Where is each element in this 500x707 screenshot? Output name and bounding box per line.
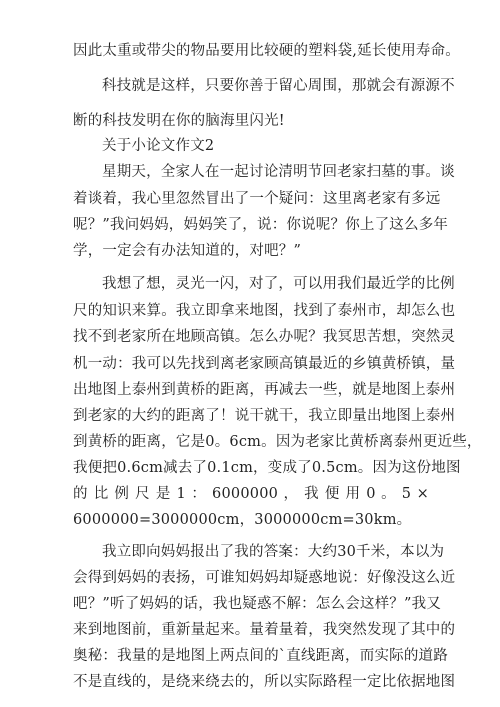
text-line-9: 我想了想，灵光一闪，对了，可以用我们最近学的比例 [102,276,455,292]
text-line-21: 吧？”听了妈妈的话，我也疑惑不解：怎么会这样？”我又 [73,596,442,612]
text-line-8: 学，一定会有办法知道的，对吧？” [73,243,302,259]
text-line-19: 我立即向妈妈报出了我的答案：大约30千米，本以为 [102,544,445,560]
text-line-6: 着谈着，我心里忽然冒出了一个疑问：这里离老家有多远 [73,191,441,207]
text-line-15: 到黄桥的距离，它是0。6cm。因为老家比黄桥离泰州更近些， [73,434,482,450]
text-line-10: 尺的知识来算。我立即拿来地图，找到了泰州市，却怎么也 [73,303,456,319]
text-line-5: 星期天，全家人在一起讨论清明节回老家扫墓的事。谈 [102,164,455,180]
text-line-20: 会得到妈妈的表扬，可谁知妈妈却疑惑地说：好像没这么近 [73,570,456,586]
text-line-16: 我便把0.6cm减去了0.1cm，变成了0.5cm。因为这份地图 [73,460,461,476]
text-line-12: 机一动：我可以先找到离老家顾高镇最近的乡镇黄桥镇，量 [73,356,456,372]
section-heading: 关于小论文作文2 [102,138,215,154]
text-line-17: 的 比 例 尺 是 1 ： 6000000 ， 我 便 用 0 。 5 × [73,486,429,502]
text-line-13: 出地图上泰州到黄桥的距离，再减去一些，就是地图上泰州 [73,382,456,398]
text-line-11: 找不到老家所在地顾高镇。怎么办呢？我冥思苦想，突然灵 [73,329,456,345]
text-line-23: 奥秘：我量的是地图上两点间的`直线距离，而实际的道路 [73,648,448,664]
text-line-22: 来到地图前，重新量起来。量着量着，我突然发现了其中的 [73,622,456,638]
text-line-2: 科技就是这样，只要你善于留心周围，那就会有源源不 [102,78,455,94]
text-line-7: 呢？”我问妈妈，妈妈笑了，说：你说呢？你上了这么多年 [73,217,449,233]
text-line-18: 6000000=3000000cm，3000000cm=30km。 [73,512,412,528]
text-line-14: 到老家的大约的距离了！说干就干，我立即量出地图上泰州 [73,408,456,424]
text-line-1: 因此太重或带尖的物品要用比较硬的塑料袋,延长使用寿命。 [73,43,461,59]
text-line-24: 不是直线的，是绕来绕去的，所以实际路程一定比依据地图 [73,674,456,690]
text-line-3: 断的科技发明在你的脑海里闪光! [73,113,285,129]
